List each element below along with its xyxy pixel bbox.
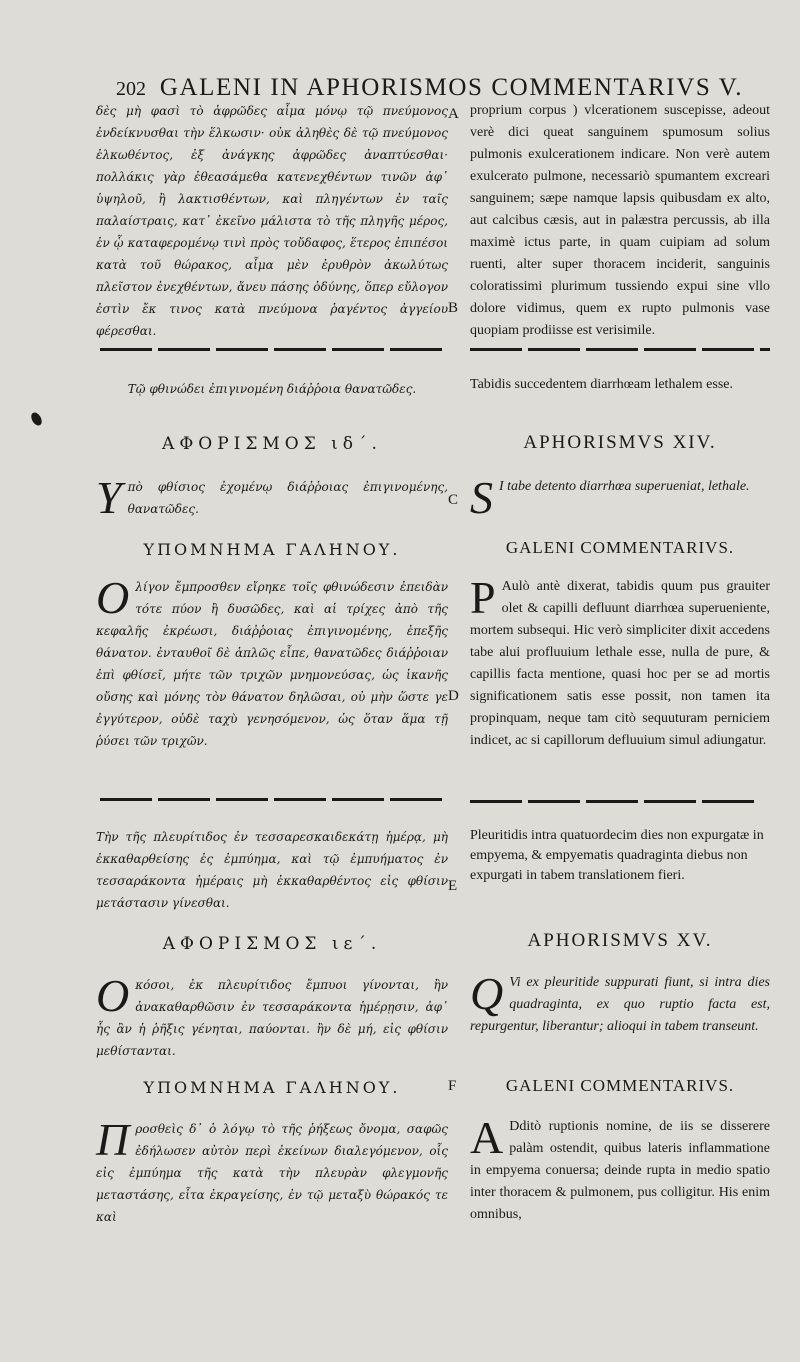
aphorism14-commentary-greek-body: λίγον ἔμπροσθεν εἴρηκε τοῖς φθινώδεσιν ἐπειδὰν τότε πύον ἢ δυσῶδες, καὶ αἱ τρίχες ἀπὸ τῆς κεφαλῆς ἐκρέωσι, διάῤῥοιας ἐπιγινομένης, ἐπεξῆς θάνατον. ἐνταυθοῖ δὲ ἁπλῶς εἶπε, θανατῶδες διάῤῥοιαν ἐπὶ φθίσεῖ, μήτε τῶν τριχῶν μνημονεύσας, ὡς ἱκανῆς οὔσης καὶ μόνης τὸν θάνατον δηλῶσαι, οὐ μὴν ὥστε γε ἐγγύτερον, οὐδὲ ταχὺ γενησόμενον, ὡς ὅταν ἅμα τῇ ῥύσει τῶν τριχῶν. (96, 580, 448, 748)
dropcap: P (470, 572, 496, 623)
rule-divider (470, 348, 770, 351)
aphorism15-commentary-greek-body: ροσθεὶς δ᾽ ὁ λόγῳ τὸ τῆς ῥήξεως ὄνομα, σαφῶς ἐδήλωσεν αὐτὸν περὶ ἐκείνων διαλεγόμενον, οἷς εἰς ἐμπύημα τῆς κατὰ τὴν πλευρὰν φλεγμονῆς μεταστάσης, εἶτα ἐκραγείσης, ἐν τῷ μεταξὺ θώρακός τε καὶ (96, 1122, 448, 1224)
aphorism14-greek-body: πὸ φθίσιος ἐχομένῳ διάῤῥοιας ἐπιγινομένης, θανατῶδες. (127, 480, 448, 516)
dropcap: Ο (96, 970, 130, 1021)
aphorism14-commentary-heading-latin: GALENI COMMENTARIVS. (505, 538, 735, 557)
dropcap: A (470, 1112, 504, 1163)
aphorism14-commentary-latin-body: Aulò antè dixerat, tabidis quum pus grauiter olet & capilli defluunt diarrhœa superueniente, mortem subsequi. Hic verò simpliciter dixit accedens tabe alui profluuium lethale esse, nulla de pure, & capillis facta mentione, quasi hoc per se ad mortis significationem satis esse possit, non tamen ita propinquam, neque tam citò sequuturam perniciem indicet, ac si capillorum defluuium simul adiungatur. (470, 579, 770, 748)
aphorism14-summary-greek: Τῷ φθινώδει ἐπιγινομένη διάῤῥοια θανατῶδες. (127, 382, 417, 396)
running-title: GALENI IN APHORISMOS COMMENTARIVS V. (159, 74, 744, 101)
aphorism15-heading-greek: ΑΦΟΡΙΣΜΟΣ ιε΄. (162, 934, 382, 954)
dropcap: Q (470, 968, 504, 1019)
dropcap: Π (96, 1114, 130, 1165)
aphorism15-commentary-latin-body: Dditò ruptionis nomine, de iis se disserere palàm ostendit, quibus lateris inflammatione in empyema conuersa; deinde rupta in medio spatio inter thoracem & pulmonem, pus colligitur. His enim omnibus, (470, 1119, 770, 1222)
margin-letter-f: F (448, 1078, 457, 1094)
margin-letter-e: E (448, 878, 458, 894)
margin-letter-c: C (448, 492, 459, 508)
page-number: 202 (116, 78, 146, 100)
aphorism15-latin-body: Vi ex pleuritide suppurati fiunt, si intra dies quadraginta, ex quo ruptio facta est, repurgentur, liberantur; alioqui in tabem transeunt. (470, 975, 770, 1034)
aphorism14-commentary-latin (470, 572, 770, 752)
running-head (116, 74, 756, 102)
aphorism15-commentary-heading-latin: GALENI COMMENTARIVS. (505, 1076, 735, 1095)
ink-spot (29, 411, 44, 428)
margin-letter-b: B (448, 300, 459, 316)
aphorism15-commentary-greek (96, 1114, 448, 1228)
aphorism15-commentary-latin (470, 1112, 770, 1226)
margin-letter-d: D (448, 688, 459, 704)
aphorism14-text-greek (96, 472, 448, 523)
aphorism14-text-latin (470, 472, 770, 523)
aphorism14-commentary-heading-greek: ΥΠΟΜΝΗΜΑ ΓΑΛΗΝΟΥ. (143, 540, 401, 559)
margin-letter-a: A (448, 106, 459, 122)
aphorism14-latin-body: I tabe detento diarrhœa superueniat, lethale. (499, 479, 750, 494)
aphorism14-heading-latin: APHORISMVS XIV. (523, 432, 717, 453)
aphorism15-summary-greek: Τὴν τῆς πλευρίτιδος ἐν τεσσαρεσκαιδεκάτῃ ἡμέρᾳ, μὴ ἐκκαθαρθείσης ἐς ἐμπύημα, καὶ τῷ ἐμπυήματος ἐν τεσσαράκοντα ἡμέραις μὴ ἐκκαθαρθέντος εἰς φθίσιν μετάστασιν γίνεσθαι. (96, 830, 448, 910)
aphorism15-commentary-heading-greek: ΥΠΟΜΝΗΜΑ ΓΑΛΗΝΟΥ. (143, 1078, 401, 1097)
aphorism15-text-latin (470, 968, 770, 1038)
aphorism15-text-greek (96, 970, 448, 1062)
aphorism14-commentary-greek (96, 572, 448, 752)
section1-latin-text: proprium corpus ) vlcerationem suscepisse, adeout verè dici queat sanguinem spumosum solius pulmonis exulcerationem indicare. Non verè autem exulcerato pulmone, necessariò spumantem excreari sanguinem; sæpe namque lapsis quibusdam ex alto, aut calcibus cæsis, aut in palæstra percussis, ab illa maximè ictus parte, in quam cuipiam ad solum ruenti, alter super thoracem inciderit, sanguinis coloratissimi plurimum tussiendo expui sine vllo dolore vidimus, quem ex rupto pulmonis vase quopiam prodiisse est verisimile. (470, 103, 770, 338)
aphorism14-heading-greek: ΑΦΟΡΙΣΜΟΣ ιδ΄. (162, 434, 382, 454)
aphorism14-summary-latin: Tabidis succedentem diarrhœam lethalem esse. (470, 377, 733, 392)
aphorism15-greek-body: κόσοι, ἐκ πλευρίτιδος ἔμπυοι γίνονται, ἢν ἀνακαθαρθῶσιν ἐν τεσσαράκοντα ἡμέρῃσιν, ἀφ᾽ ἧς ἂν ἡ ῥῆξις γένηται, παύονται. ἢν δὲ μή, εἰς φθίσιν μεθίστανται. (96, 978, 448, 1058)
section1-greek-text: δὲς μὴ φασὶ τὸ ἀφρῶδες αἷμα μόνῳ τῷ πνεύμονος ἐνδείκνυσθαι τὴν ἕλκωσιν· οὐκ ἀληθὲς δὲ τῷ πνεύμονος ἐλκωθέντος, ἐξ ἀνάγκης ἀφρῶδες ἀναπτύεσθαι· πολλάκις γὰρ ἐθεασάμεθα κατενεχθέντων τινῶν ἀφ᾽ ὑψηλοῦ, ἢ λακτισθέντων, καὶ πληγέντων ἐν ταῖς παλαίστραις, κατ᾽ ἐκεῖνο μάλιστα τὸ τῆς πληγῆς μέρος, ἐν ᾧ καταφερομένῳ τινὶ πρὸς τοὔδαφος, ἕτερος ἐπιπέσοι κατὰ τοῦ θώρακος, αἷμα μὲν ἐρυθρὸν ἀκωλύτως πλεῖστον ἐνεχθέντων, ἄνευ πάσης ὀδύνης, ὅπερ εὔλογον ἐστὶν ἔκ τινος κατὰ πνεύμονα ῥαγέντος ἀγγείου φέρεσθαι. (96, 104, 448, 338)
aphorism15-summary-latin: Pleuritidis intra quatuordecim dies non expurgatæ in empyema, & empyematis quadraginta diebus non expurgati in tabem translationem fieri. (470, 828, 764, 883)
dropcap: Ο (96, 572, 130, 623)
rule-divider (100, 798, 445, 801)
dropcap: S (470, 472, 493, 523)
rule-divider (100, 348, 445, 351)
dropcap: Υ (96, 472, 122, 523)
rule-divider (470, 800, 755, 803)
aphorism15-heading-latin: APHORISMVS XV. (527, 930, 713, 951)
